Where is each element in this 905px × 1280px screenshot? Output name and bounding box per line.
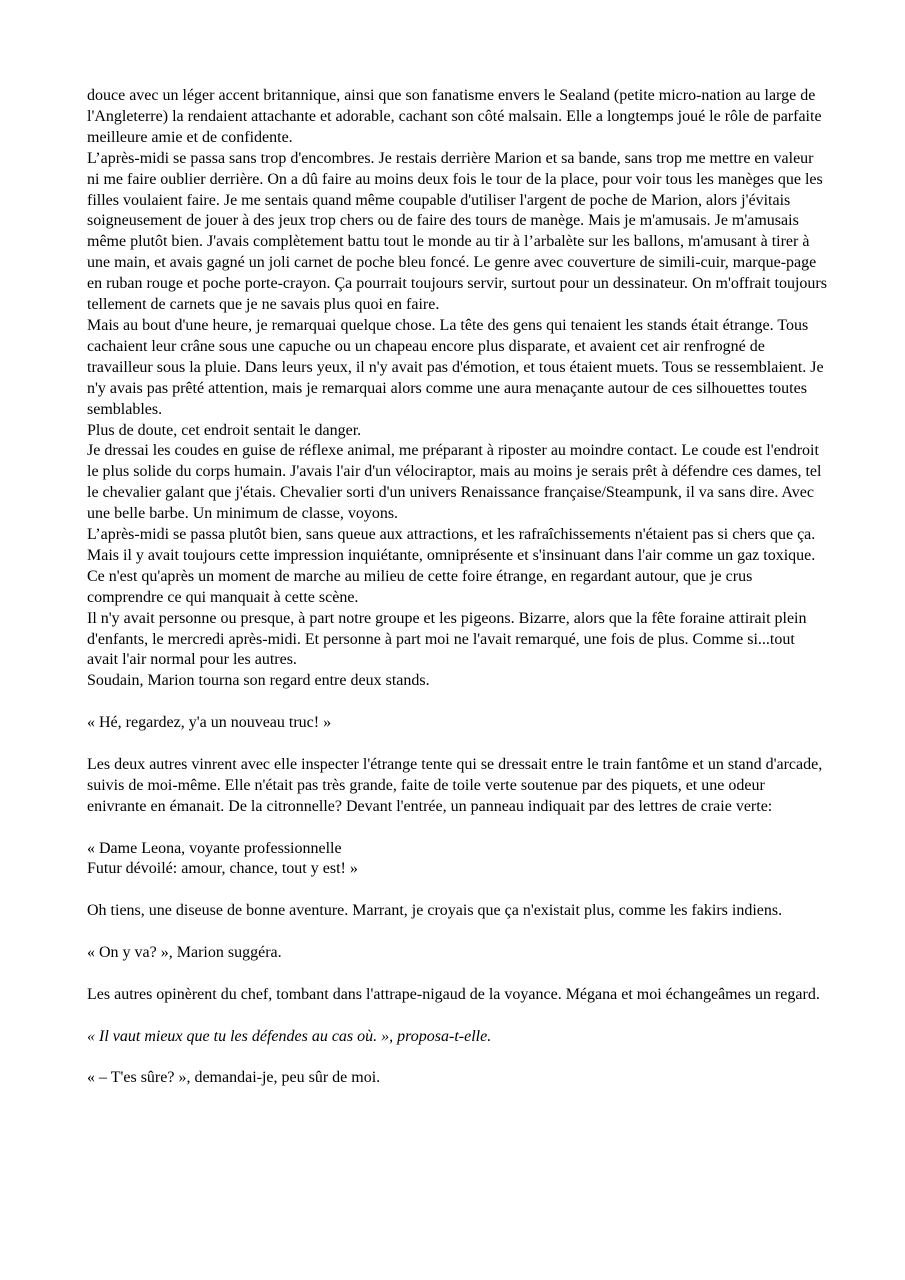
paragraph: Plus de doute, cet endroit sentait le danger. [87, 421, 362, 439]
paragraph: Mais au bout d'une heure, je remarquai quelque chose. La tête des gens qui tenaient les stands était étrange. Tous cachaient leur crâne sous une capuche ou un chapeau encore plus disparate, et avaient cet air renfrogné de travailleur sous la pluie. Dans leurs yeux, il n'y avait pas d'émotion, et tous étaient muets. Tous se ressemblaient. Je n'y avais pas prêté attention, mais je remarquai alors comme une aura menaçante autour de ces silhouettes toutes semblables. [87, 316, 828, 418]
paragraph: Les autres opinèrent du chef, tombant dans l'attrape-nigaud de la voyance. Mégana et moi échangeâmes un regard. [87, 985, 820, 1003]
blank-line [87, 922, 827, 943]
sign-line: « Dame Leona, voyante professionnelle [87, 839, 342, 857]
dialogue-line: « Hé, regardez, y'a un nouveau truc! » [87, 714, 332, 732]
paragraph: Soudain, Marion tourna son regard entre deux stands. [87, 672, 430, 690]
blank-line [87, 1048, 827, 1069]
blank-line [87, 880, 827, 901]
dialogue-line: « – T'es sûre? », demandai-je, peu sûr de moi. [87, 1069, 381, 1087]
paragraph: Je dressai les coudes en guise de réflexe animal, me préparant à riposter au moindre contact. Le coude est l'endroit le plus solide du corps humain. J'avais l'air d'un vélociraptor, mais au moins je serais prêt à défendre ces dames, tel le chevalier galant que j'étais. Chevalier sorti d'un univers Renaissance française/Steampunk, il va sans dire. Avec une belle barbe. Un minimum de classe, voyons. [87, 442, 826, 523]
blank-line [87, 818, 827, 839]
paragraph: L’après-midi se passa sans trop d'encombres. Je restais derrière Marion et sa bande, sans trop me mettre en valeur ni me faire oublier derrière. On a dû faire au moins deux fois le tour de la place, pour voir tous les manèges que les filles voulaient faire. Je me sentais quand même coupable d'utiliser l'argent de poche de Marion, alors j'évitais soigneusement de jouer à des jeux trop chers ou de faire des tours de manège. Mais je m'amusais. Je m'amusais même plutôt bien. J'avais complètement battu tout le monde au tir à l’arbalète sur les ballons, m'amusant à tirer à une main, et avais gagné un joli carnet de poche bleu foncé. Le genre avec couverture de simili-cuir, marque-page en ruban rouge et poche porte-crayon. Ça pourrait toujours servir, surtout pour un dessinateur. On m'offrait toujours tellement de carnets que je ne savais plus quoi en faire. [87, 149, 831, 314]
sign-line: Futur dévoilé: amour, chance, tout y est! » [87, 860, 358, 878]
dialogue-line: « On y va? », Marion suggéra. [87, 944, 282, 962]
blank-line [87, 1006, 827, 1027]
blank-line [87, 692, 827, 713]
blank-line [87, 734, 827, 755]
paragraph: L’après-midi se passa plutôt bien, sans queue aux attractions, et les rafraîchissements n'étaient pas si chers que ça. Mais il y avait toujours cette impression inquiétante, omniprésente et s'insinuant dans l'air comme un gaz toxique. Ce n'est qu'après un moment de marche au milieu de cette foire étrange, en regardant autour, que je crus comprendre ce qui manquait à cette scène. [87, 526, 820, 606]
italic-dialogue-line: « Il vaut mieux que tu les défendes au cas où. », proposa-t-elle. [87, 1027, 492, 1045]
paragraph: Il n'y avait personne ou presque, à part notre groupe et les pigeons. Bizarre, alors que la fête foraine attirait plein d'enfants, le mercredi après-midi. Et personne à part moi ne l'avait remarqué, une fois de plus. Comme si...tout avait l'air normal pour les autres. [87, 609, 811, 669]
paragraph: Oh tiens, une diseuse de bonne aventure. Marrant, je croyais que ça n'existait plus, comme les fakirs indiens. [87, 902, 783, 920]
paragraph: Les deux autres vinrent avec elle inspecter l'étrange tente qui se dressait entre le train fantôme et un stand d'arcade, suivis de moi-même. Elle n'était pas très grande, faite de toile verte soutenue par des piquets, et une odeur enivrante en émanait. De la citronnelle? Devant l'entrée, un panneau indiquait par des lettres de craie verte: [87, 755, 827, 815]
document-page [87, 86, 831, 1089]
blank-line [87, 964, 827, 985]
paragraph: douce avec un léger accent britannique, ainsi que son fanatisme envers le Sealand (petite micro-nation au large de l'Angleterre) la rendaient attachante et adorable, cachant son côté malsain. Elle a longtemps joué le rôle de parfaite meilleure amie et de confidente. [87, 87, 826, 146]
